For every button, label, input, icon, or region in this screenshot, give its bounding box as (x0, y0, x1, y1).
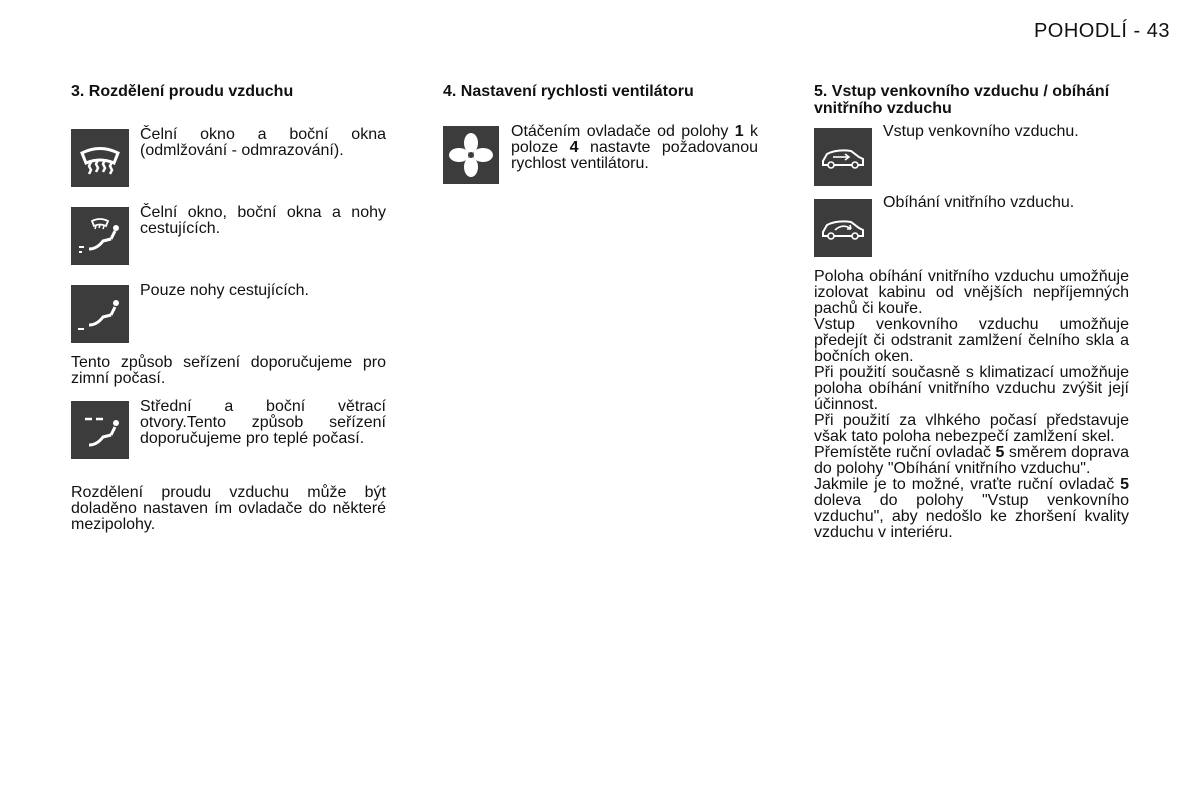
body-paragraph: Poloha obíhání vnitřního vzduchu umožňuje izolovat kabinu od vnějších nepříjemných pachů či kouře. (814, 268, 1129, 317)
note-text: Rozdělení proudu vzduchu může být doladěno nastaven ím ovladače do některé mezipolohy. (71, 484, 386, 533)
item-text: Čelní okno, boční okna a nohy cestujících. (140, 204, 386, 237)
list-item (71, 282, 386, 343)
page-header: POHODLÍ - 43 (1033, 20, 1170, 42)
vents-airflow-icon (71, 401, 129, 459)
feet-airflow-icon (71, 285, 129, 343)
windshield-and-feet-icon (71, 207, 129, 265)
list-item (443, 123, 758, 184)
section-heading: 5. Vstup venkovního vzduchu / obíhání vnitřního vzduchu (814, 83, 1110, 117)
list-item (71, 398, 386, 459)
body-paragraph: Při použití současně s klimatizací umožňuje poloha obíhání vnitřního vzduchu zvýšit její účinnost. (814, 364, 1129, 413)
body-paragraph: Při použití za vlhkého počasí představuje však tato poloha nebezpečí zamlžení skel. (814, 412, 1129, 445)
section-heading: 4. Nastavení rychlosti ventilátoru (443, 83, 694, 100)
air-distribution-section (71, 83, 386, 533)
fan-icon (443, 126, 499, 184)
list-item (71, 204, 386, 265)
list-item (814, 123, 1129, 186)
windshield-defrost-icon (71, 129, 129, 187)
body-paragraph: Vstup venkovního vzduchu umožňuje předejít či odstranit zamlžení čelního skla a bočních oken. (814, 316, 1129, 365)
note-text: Tento způsob seřízení doporučujeme pro zimní počasí. (71, 354, 386, 387)
outside-air-intake-icon (814, 128, 872, 186)
body-paragraph: Přemístěte ruční ovladač 5 směrem doprava do polohy "Obíhání vnitřního vzduchu". (814, 444, 1129, 477)
body-paragraph: Jakmile je to možné, vraťte ruční ovladač 5 doleva do polohy "Vstup venkovního vzduchu", aby nedošlo ke zhoršení kvality vzduchu v interiéru. (814, 476, 1129, 541)
item-text: Vstup venkovního vzduchu. (883, 123, 1079, 140)
section-heading: 3. Rozdělení proudu vzduchu (71, 83, 294, 100)
item-text: Otáčením ovladače od polohy 1 k poloze 4 nastavte požadovanou rychlost ventilátoru. (511, 123, 758, 172)
item-text: Čelní okno a boční okna (odmlžování - odmrazování). (140, 126, 386, 159)
item-text: Střední a boční větrací otvory.Tento způsob seřízení doporučujeme pro teplé počasí. (140, 398, 386, 447)
item-text: Obíhání vnitřního vzduchu. (883, 194, 1075, 211)
list-item (71, 126, 386, 187)
fan-speed-section (443, 83, 758, 184)
air-intake-section (814, 83, 1129, 541)
item-text: Pouze nohy cestujících. (140, 282, 309, 299)
air-recirculation-icon (814, 199, 872, 257)
list-item (814, 194, 1129, 257)
